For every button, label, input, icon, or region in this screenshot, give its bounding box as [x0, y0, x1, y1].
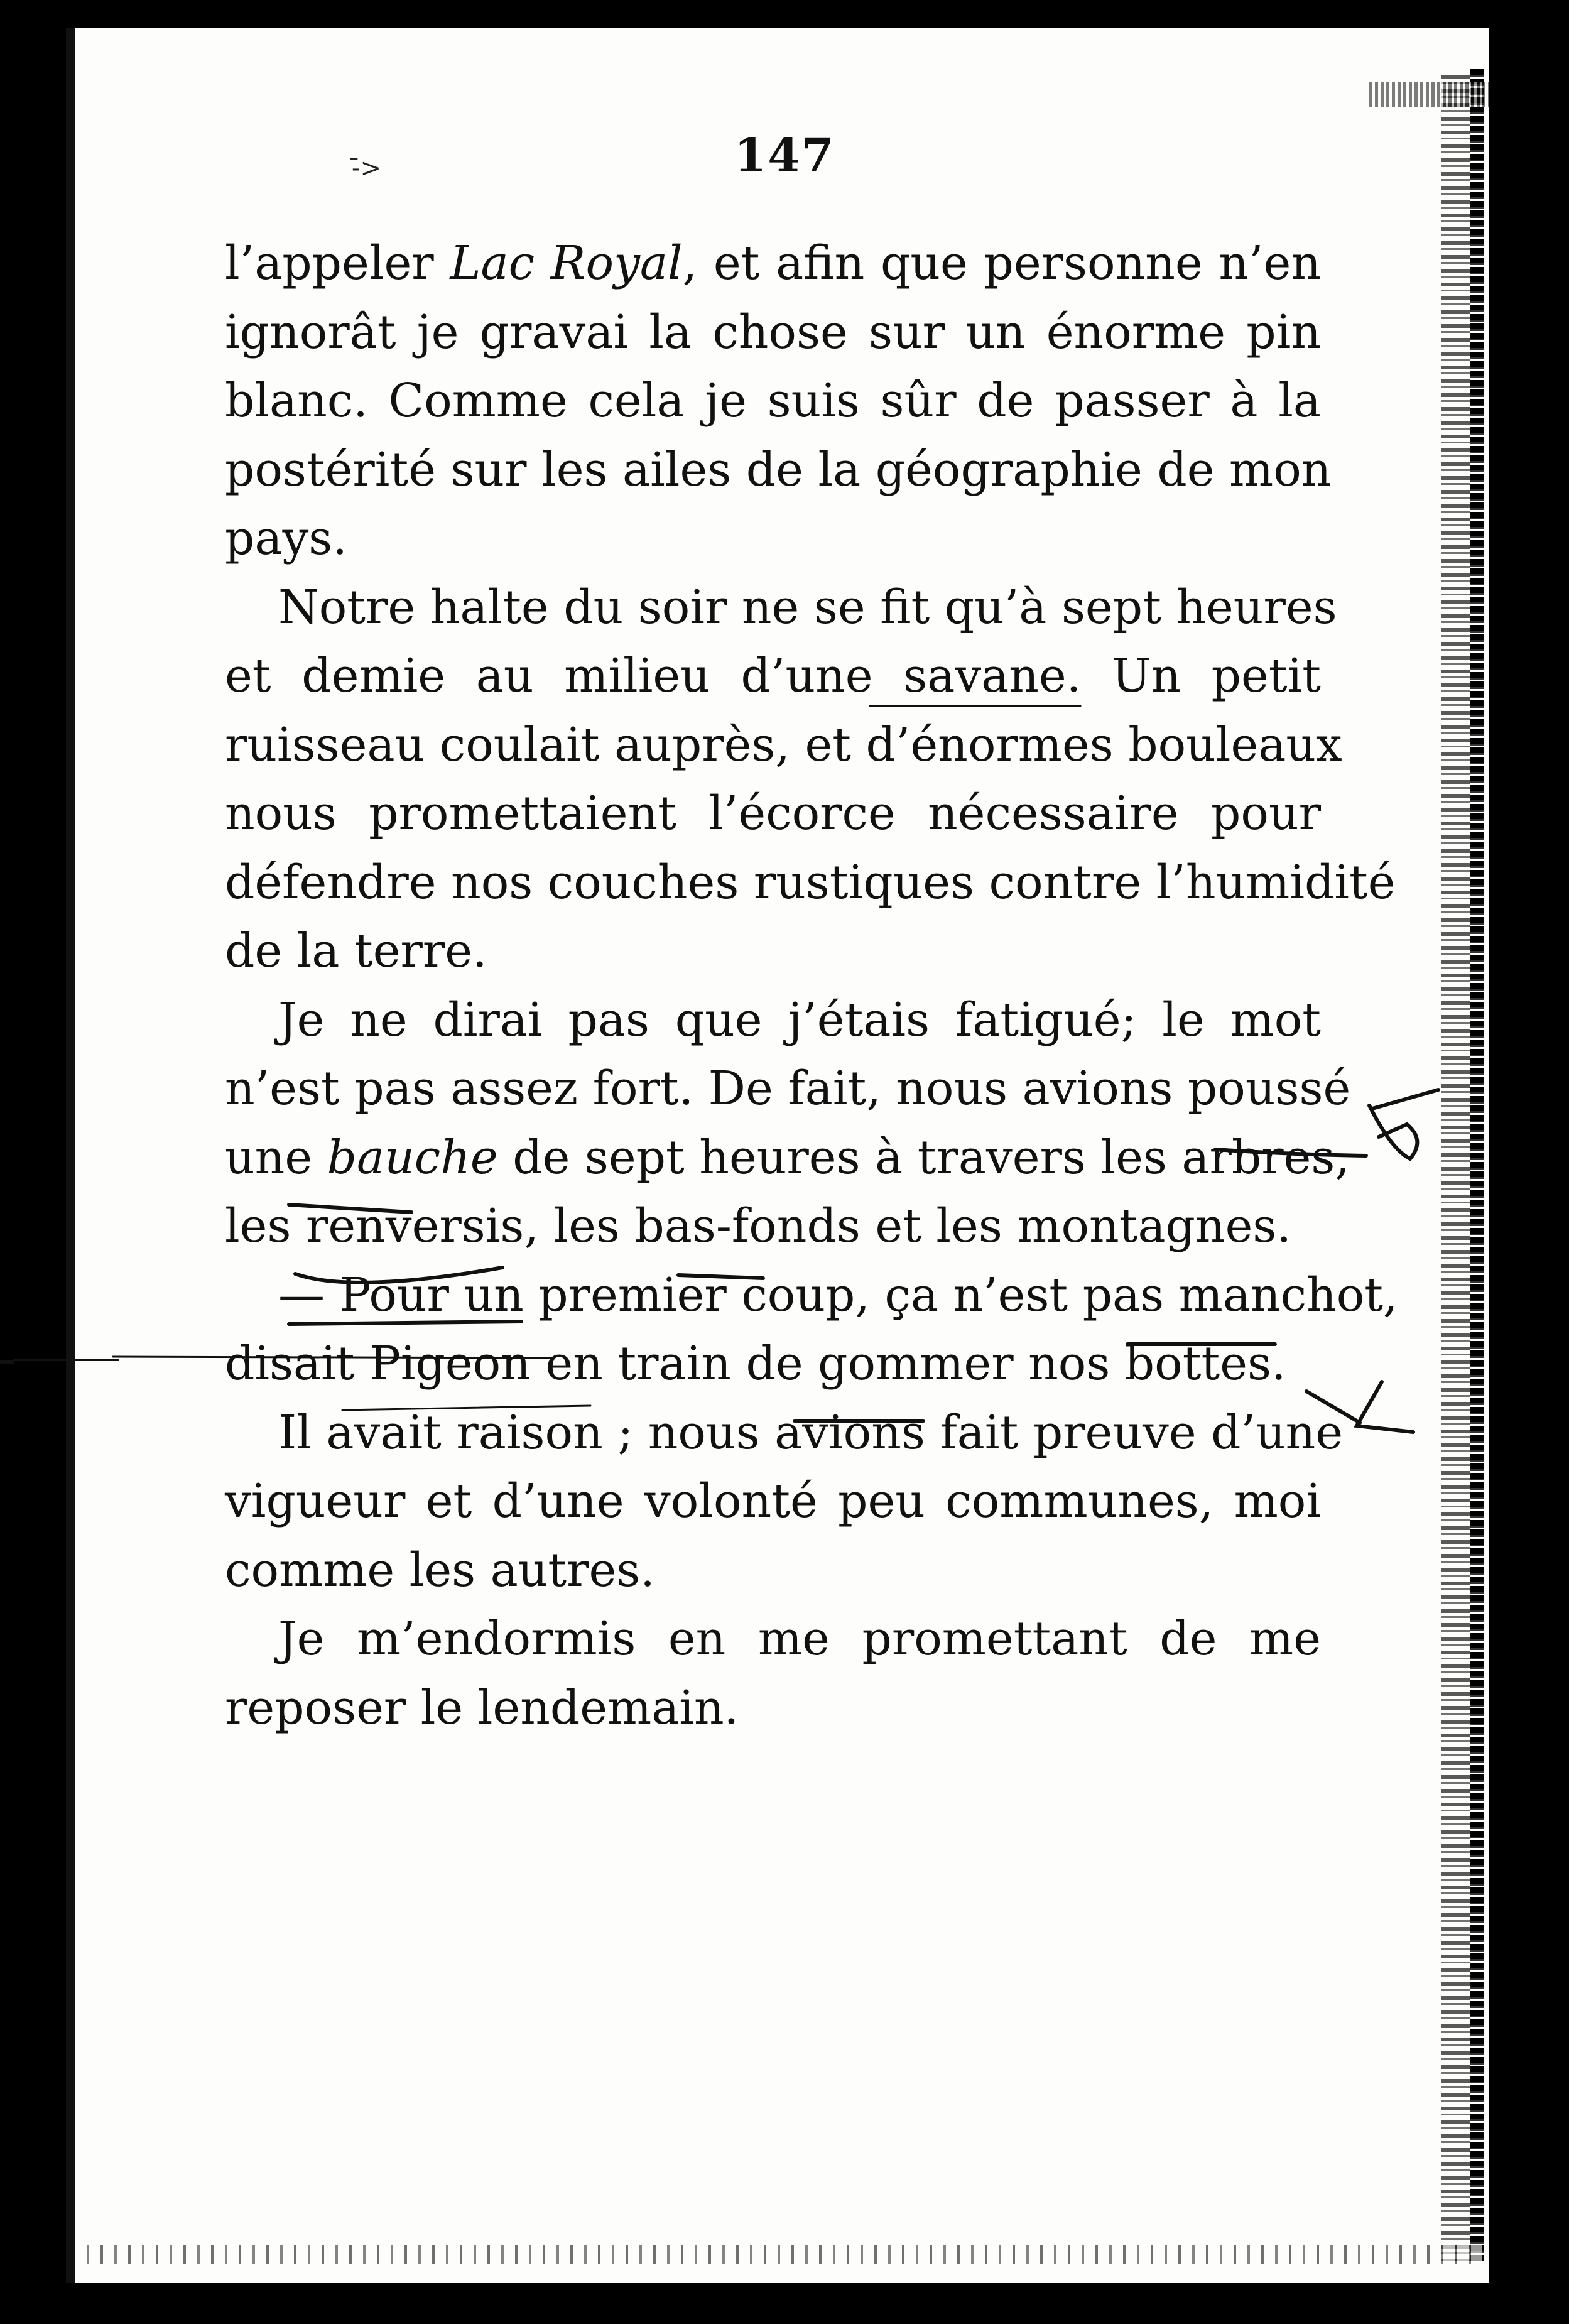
text-line: défendre nos couches rustiques contre l’humidité: [225, 855, 1396, 910]
text-line: nous promettaient l’écorce nécessaire pour: [225, 786, 1321, 840]
text-line: ruisseau coulait auprès, et d’énormes bouleaux: [225, 717, 1342, 772]
text-line: les renversis, les bas-fonds et les montagnes.: [225, 1199, 1291, 1253]
margin-notch: [0, 1360, 14, 1364]
text-line: Je m’endormis en me promettant de me: [278, 1612, 1321, 1666]
text-line: de la terre.: [225, 924, 487, 978]
text-line: postérité sur les ailes de la géographie de mon: [225, 442, 1332, 497]
header-mark: -̄>: [352, 154, 382, 183]
text-line: comme les autres.: [225, 1543, 655, 1597]
text-line: et demie au milieu d’une savane. Un petit: [225, 649, 1321, 703]
margin-rule: [13, 1359, 119, 1361]
text-line: blanc. Comme cela je suis sûr de passer à la: [225, 374, 1321, 428]
text-line: Je ne dirai pas que j’étais fatigué; le mot: [278, 992, 1321, 1047]
text-line: reposer le lendemain.: [225, 1680, 739, 1735]
text-line: ignorât je gravai la chose sur un énorme pin: [225, 305, 1321, 359]
text-line: n’est pas assez fort. De fait, nous avions poussé: [225, 1062, 1351, 1116]
text-line: Notre halte du soir ne se fit qu’à sept heures: [278, 580, 1337, 634]
text-line: vigueur et d’une volonté peu communes, moi: [225, 1474, 1321, 1528]
text-line: Il avait raison ; nous avions fait preuve d’une: [278, 1405, 1344, 1460]
text-line: une bauche de sept heures à travers les arbres,: [225, 1130, 1350, 1185]
page-edge-binding: [1470, 69, 1484, 2261]
text-line: l’appeler Lac Royal, et afin que personne n’en: [225, 236, 1322, 290]
text-line: pays.: [225, 511, 347, 565]
scan-smudge: [1369, 82, 1489, 107]
page-edge-bottom: [75, 2245, 1482, 2264]
body-text: [225, 229, 1398, 1742]
text-line: disait Pigeon en train de gommer nos bottes.: [225, 1337, 1286, 1391]
text-line: — Pour un premier coup, ça n’est pas manchot,: [278, 1268, 1398, 1322]
page-number: 147: [734, 129, 835, 183]
